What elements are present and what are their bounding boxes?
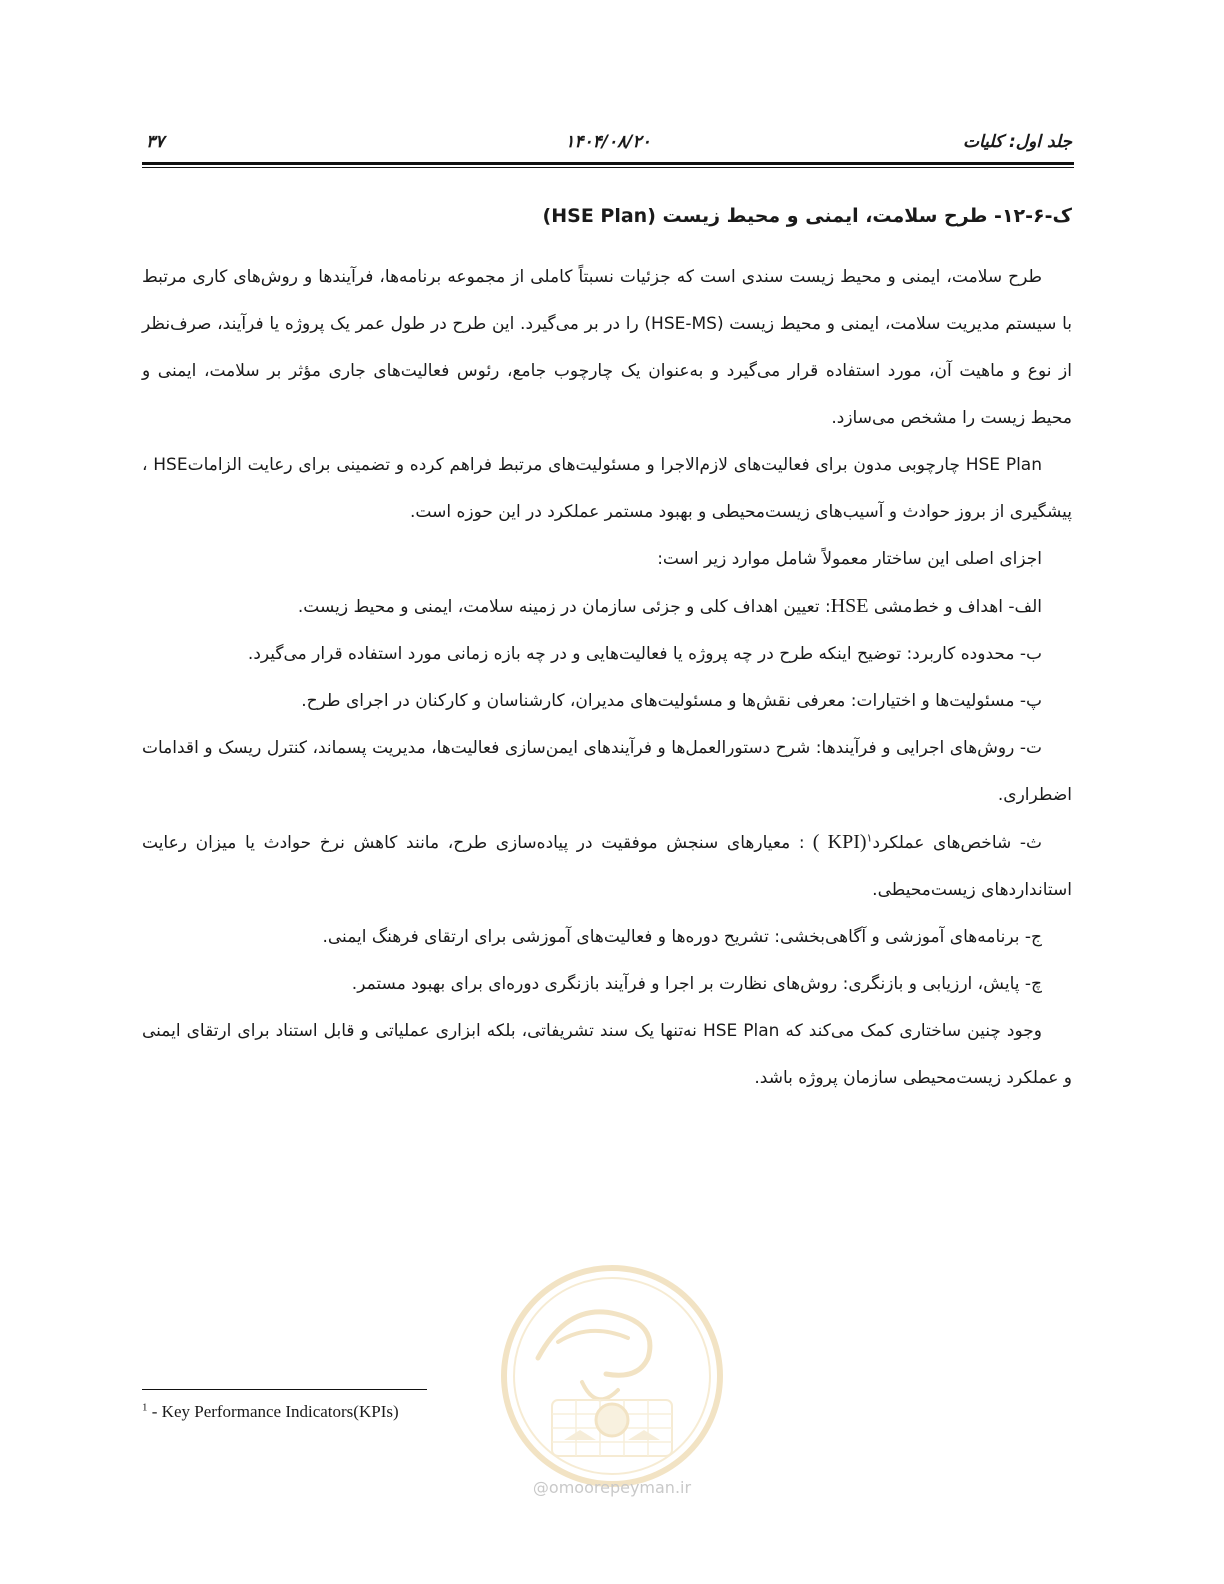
footnote-number: 1 [142,1401,148,1414]
seal-logo-svg [498,1262,726,1490]
header-date: ۱۴۰۴/۰۸/۲۰ [565,132,651,152]
watermark-url [498,1478,726,1497]
footnote-rule [142,1389,427,1390]
paragraph-intro: طرح سلامت، ایمنی و محیط زیست سندی است که جزئیات نسبتاً کاملی از مجموعه برنامه‌ها، فرآیندها و روش‌های کاری مرتبط با سیستم مدیریت سلامت، ایمنی و محیط زیست (HSE-MS) را در بر می‌گیرد. این طرح در طول عمر یک پروژه یا فرآیند، صرف‌نظر از نوع و ماهیت آن، مورد استفاده قرار می‌گیرد و به‌عنوان یک چارچوب جامع، رئوس فعالیت‌های جاری مؤثر بر سلامت، ایمنی و محیط زیست را مشخص می‌سازد. [142,267,1072,428]
list-item-pe: پ- مسئولیت‌ها و اختیارات: معرفی نقش‌ها و مسئولیت‌های مدیران، کارشناسان و کارکنان در اجرای طرح. [301,691,1042,711]
list-item-be: ب- محدوده کاربرد: توضیح اینکه طرح در چه پروژه یا فعالیت‌هایی و در چه بازه زمانی مورد استفاده قرار می‌گیرد. [247,644,1042,664]
seal-logo-icon [498,1262,726,1490]
list-item-alef [142,583,1072,631]
list-item-se-rest: : معیارهای سنجش موفقیت در پیاده‌سازی طرح، مانند کاهش نرخ حوادث یا میزان رعایت استانداردهای زیست‌محیطی. [142,833,1072,900]
section-title: ک-۶-۱۲- طرح سلامت، ایمنی و محیط زیست (HSE Plan) [542,205,1072,227]
paragraph-closing: وجود چنین ساختاری کمک می‌کند که HSE Plan نه‌تنها یک سند تشریفاتی، بلکه ابزاری عملیاتی و قابل استناد برای ارتقای ایمنی و عملکرد زیست‌محیطی سازمان پروژه باشد. [142,1021,1072,1088]
paragraph-hse-plan: HSE Plan چارچوبی مدون برای فعالیت‌های لازم‌الاجرا و مسئولیت‌های مرتبط فراهم کرده و تضمینی برای رعایت الزاماتHSE ، پیشگیری از بروز حوادث و آسیب‌های زیست‌محیطی و بهبود مستمر عملکرد در این حوزه است. [142,455,1072,522]
main-content [142,196,1072,1102]
list-item-se-latin: ( KPI) [804,831,867,853]
header-rule-thick [142,162,1074,165]
paragraph-components-intro: اجزای اصلی این ساختار معمولاً شامل موارد زیر است: [657,549,1042,569]
list-item-te: ت- روش‌های اجرایی و فرآیندها: شرح دستورالعمل‌ها و فرآیندهای ایمن‌سازی فعالیت‌ها، مدیریت پسماند، کنترل ریسک و اقدامات اضطراری. [142,738,1072,805]
list-item-alef-prefix: الف- اهداف و خط‌مشی [868,597,1042,617]
list-item-se-prefix: ث- شاخص‌های عملکرد [872,833,1043,853]
footnote [142,1402,399,1422]
at-icon: @ [532,1478,549,1497]
volume-title: جلد اول: کلیات [962,132,1072,152]
header-rule-thin [142,167,1074,168]
list-item-se [142,819,1072,914]
list-item-alef-rest: : تعیین اهداف کلی و جزئی سازمان در زمینه سلامت، ایمنی و محیط زیست. [297,597,831,617]
page-header [142,128,1074,164]
list-item-alef-latin: HSE [830,595,869,617]
footnote-text: - Key Performance Indicators(KPIs) [147,1402,399,1421]
watermark-url-text: omoorepeyman.ir [548,1478,692,1497]
list-item-jim: ج- برنامه‌های آموزشی و آگاهی‌بخشی: تشریح دوره‌ها و فعالیت‌های آموزشی برای ارتقای فرهنگ ایمنی. [322,927,1042,947]
footnote-ref[interactable]: ۱ [866,831,873,845]
page-number: ۳۷ [146,132,165,152]
list-item-che: چ- پایش، ارزیابی و بازنگری: روش‌های نظارت بر اجرا و فرآیند بازنگری دوره‌ای برای بهبود مستمر. [351,974,1042,994]
